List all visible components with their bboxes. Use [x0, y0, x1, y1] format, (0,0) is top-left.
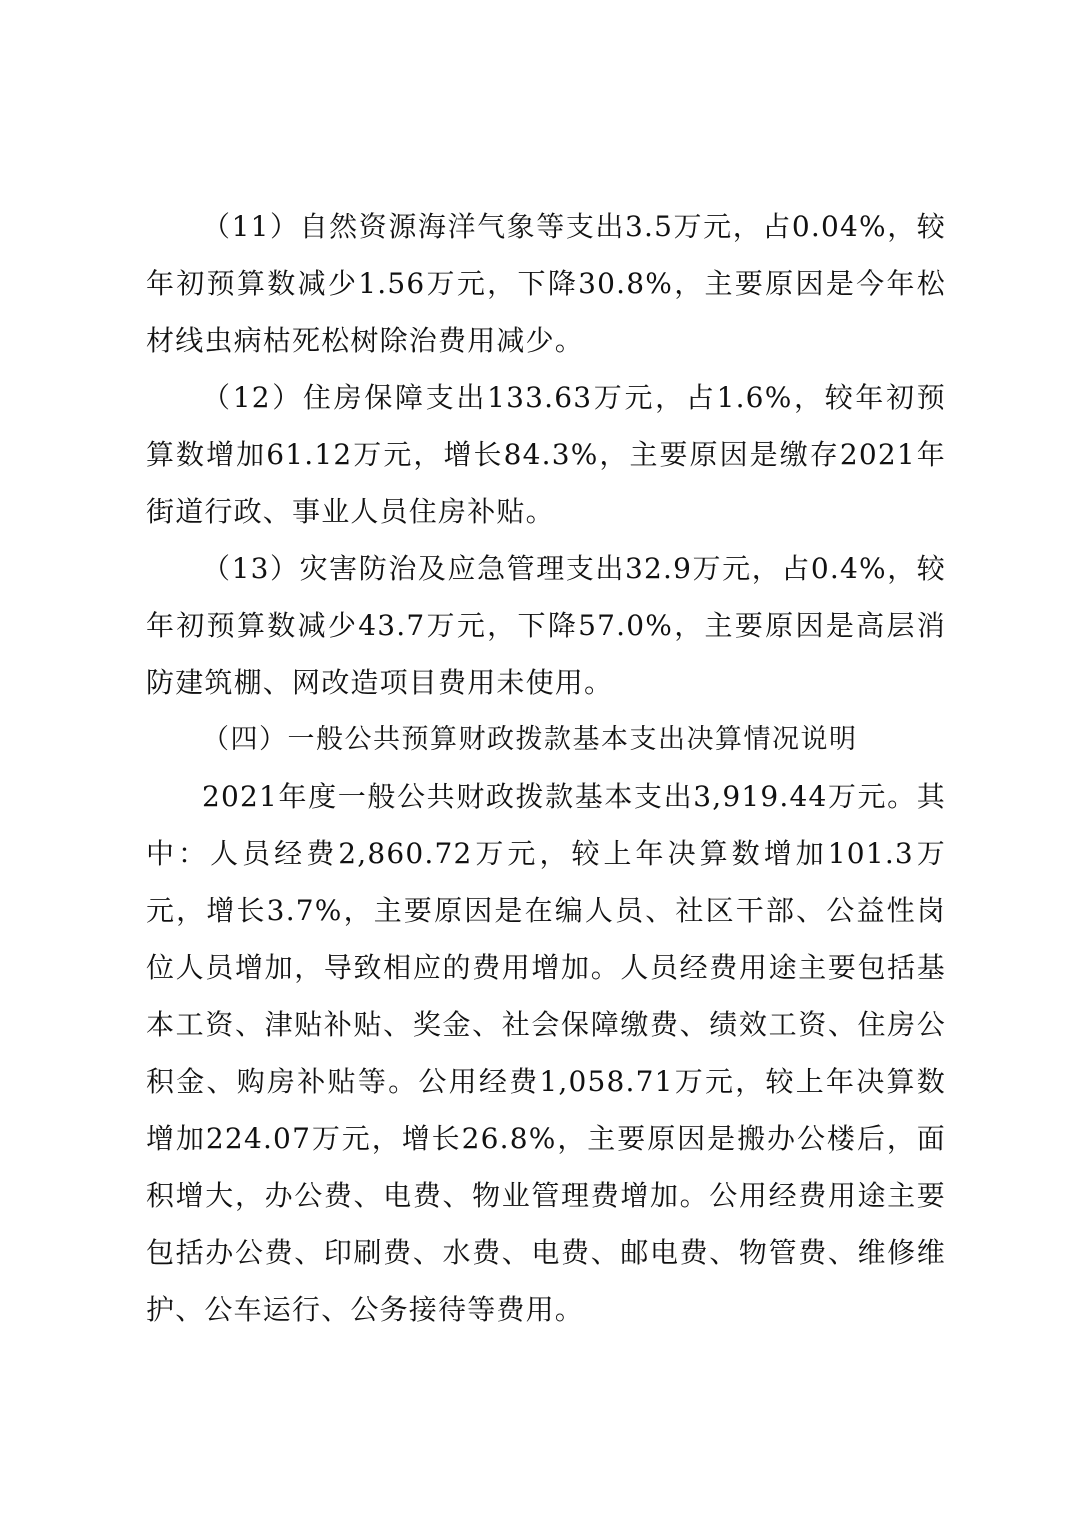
document-body: [146, 198, 946, 1338]
section-heading: （四）一般公共预算财政拨款基本支出决算情况说明: [202, 724, 858, 755]
paragraph-item-13: （13）灾害防治及应急管理支出32.9万元，占0.4%，较年初预算数减少43.7万元，下降57.0%，主要原因是高层消防建筑棚、网改造项目费用未使用。: [146, 552, 946, 699]
summary-paragraph: 2021年度一般公共财政拨款基本支出3,919.44万元。其中：人员经费2,860.72万元，较上年决算数增加101.3万元，增长3.7%，主要原因是在编人员、社区干部、公益性岗位人员增加，导致相应的费用增加。人员经费用途主要包括基本工资、津贴补贴、奖金、社会保障缴费、绩效工资、住房公积金、购房补贴等。公用经费1,058.71万元，较上年决算数增加224.07万元，增长26.8%，主要原因是搬办公楼后，面积增大，办公费、电费、物业管理费增加。公用经费用途主要包括办公费、印刷费、水费、电费、邮电费、物管费、维修维护、公车运行、公务接待等费用。: [146, 780, 946, 1326]
paragraph-item-12: （12）住房保障支出133.63万元，占1.6%，较年初预算数增加61.12万元，增长84.3%，主要原因是缴存2021年街道行政、事业人员住房补贴。: [146, 381, 946, 528]
paragraph-item-11: （11）自然资源海洋气象等支出3.5万元，占0.04%，较年初预算数减少1.56万元，下降30.8%，主要原因是今年松材线虫病枯死松树除治费用减少。: [146, 210, 946, 357]
